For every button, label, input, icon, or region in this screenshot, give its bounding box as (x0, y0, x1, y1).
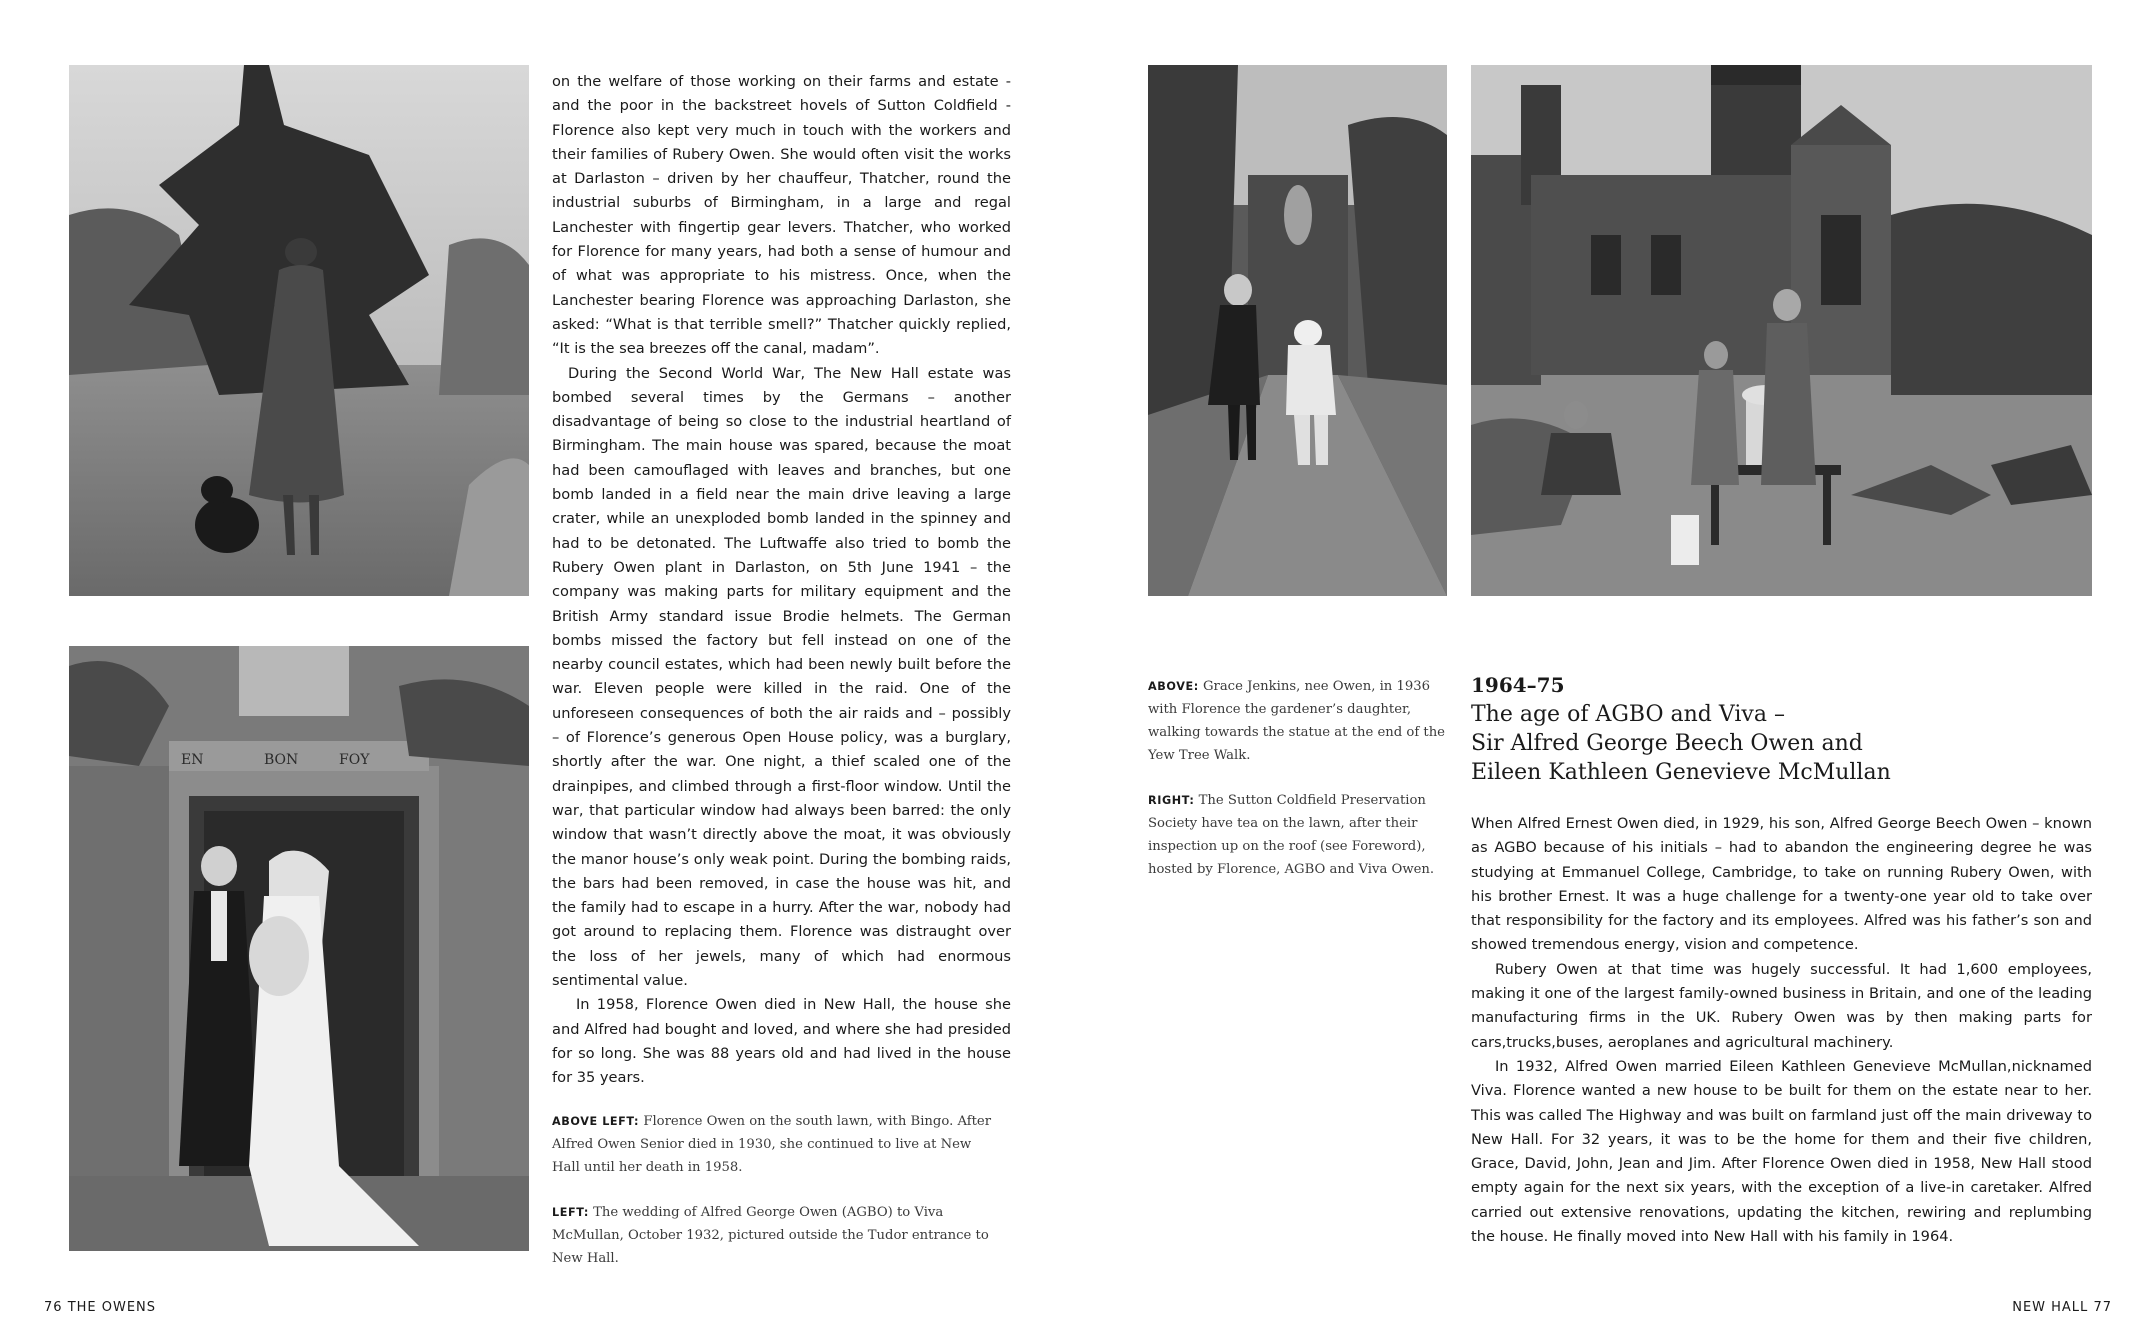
svg-text:BON: BON (264, 752, 299, 768)
right-body-text (1471, 812, 2092, 1249)
caption-label: ABOVE: (1148, 680, 1199, 693)
photo-children-yew-tree-walk (1148, 65, 1447, 596)
section-heading (1471, 670, 2091, 787)
caption-above (1148, 675, 1448, 767)
caption-text: Florence Owen on the south lawn, with Bingo. After Alfred Owen Senior died in 1930, she continued to live at New Hall until her death in 1958. (552, 1114, 992, 1175)
caption-text: Grace Jenkins, nee Owen, in 1936 with Florence the gardener’s daughter, walking towards the statue at the end of the Yew Tree Walk. (1148, 679, 1445, 763)
running-head: THE OWENS (67, 1300, 157, 1315)
page-number: 77 (2093, 1300, 2112, 1315)
caption-left (552, 1201, 992, 1270)
caption-text: The wedding of Alfred George Owen (AGBO) to Viva McMullan, October 1932, pictured outside the Tudor entrance to New Hall. (552, 1205, 989, 1266)
caption-label: RIGHT: (1148, 794, 1195, 807)
caption-above-left (552, 1110, 992, 1179)
photo-tea-on-the-lawn (1471, 65, 2092, 596)
right-paragraph: Rubery Owen at that time was hugely successful. It had 1,600 employees, making it one of the largest family-owned business in Britain, and one of the leading manufacturing firms in the UK. Rubery Owen was by then making parts for cars,trucks,buses, aeroplanes and agricultural machinery. (1471, 960, 2092, 1051)
left-paragraph: on the welfare of those working on their farms and estate - and the poor in the backstreet hovels of Sutton Coldfield - Florence also kept very much in touch with the workers and their families of Rubery Owen. She would often visit the works at Darlaston – driven by her chauffeur, Thatcher, round the industrial suburbs of Birmingham, in a large and regal Lanchester with fingertip gear levers. Thatcher, who worked for Florence for many years, had both a sense of humour and of what was appropriate to his mistress. Once, when the Lanchester bearing Florence was approaching Darlaston, she asked: “What is that terrible smell?” Thatcher quickly replied, “It is the sea breezes off the canal, madam”. (552, 73, 1011, 358)
svg-text:EN: EN (181, 752, 204, 768)
section-title-line: Eileen Kathleen Genevieve McMullan (1471, 760, 1891, 785)
caption-label: LEFT: (552, 1206, 589, 1219)
running-head: NEW HALL (2012, 1300, 2089, 1315)
left-paragraph: In 1958, Florence Owen died in New Hall, the house she and Alfred had bought and loved, and where she had presided for so long. She was 88 years old and had lived in the house for 35 years. (552, 996, 1011, 1087)
folio-left (44, 1300, 156, 1315)
section-title-line: The age of AGBO and Viva – (1471, 702, 1785, 727)
right-paragraph: When Alfred Ernest Owen died, in 1929, his son, Alfred George Beech Owen – known as AGBO because of his initials – had to abandon the engineering degree he was studying at Emmanuel College, Cambridge, to take on running Rubery Owen, with his brother Ernest. It was a huge challenge for a twenty-one year old to take over that responsibility for the factory and its employees. Alfred was his father’s son and showed tremendous energy, vision and competence. (1471, 815, 2092, 954)
folio-right (2012, 1300, 2112, 1315)
caption-text: The Sutton Coldfield Preservation Society have tea on the lawn, after their inspection up on the roof (see Foreword), hosted by Florence, AGBO and Viva Owen. (1148, 793, 1435, 877)
photo-wedding-tudor-entrance (69, 646, 529, 1251)
caption-right (1148, 789, 1448, 881)
left-captions (552, 1110, 992, 1292)
right-captions (1148, 675, 1448, 903)
photo-florence-with-dog (69, 65, 529, 596)
left-paragraph: During the Second World War, The New Hall estate was bombed several times by the Germans – another disadvantage of being so close to the industrial heartland of Birmingham. The main house was spared, because the moat had been camouflaged with leaves and branches, but one bomb landed in a field near the main drive leaving a large crater, while an unexploded bomb landed in the spinney and had to be detonated. The Luftwaffe also tried to bomb the Rubery Owen plant in Darlaston, on 5th June 1941 – the company was making parts for military equipment and the British Army standard issue Brodie helmets. The German bombs missed the factory but fell instead on one of the nearby council estates, which had been newly built before the war. Eleven people were killed in the raid. One of the unforeseen consequences of both the air raids and – possibly – of Florence’s generous Open House policy, was a burglary, shortly after the war. One night, a thief scaled one of the drainpipes, and climbed through a first-floor window. Until the war, that particular window had always been barred: the only window that wasn’t directly above the moat, it was obviously the manor house’s only weak point. During the bombing raids, the bars had been removed, in case the house was hit, and the family had to escape in a hurry. After the war, nobody had got around to replacing them. Florence was distraught over the loss of her jewels, many of which had enormous sentimental value. (552, 364, 1011, 989)
page-number: 76 (44, 1300, 63, 1315)
section-title-line: Sir Alfred George Beech Owen and (1471, 731, 1863, 756)
left-body-text (552, 70, 1011, 1090)
right-paragraph: In 1932, Alfred Owen married Eileen Kathleen Genevieve McMullan,nicknamed Viva. Florence wanted a new house to be built for them on the estate near to her. This was called The Highway and was built on farmland just off the main driveway to New Hall. For 32 years, it was to be the home for them and their five children, Grace, David, John, Jean and Jim. After Florence Owen died in 1958, New Hall stood empty again for the next six years, with the exception of a live-in caretaker. Alfred carried out extensive renovations, updating the kitchen, rewiring and replumbing the house. He finally moved into New Hall with his family in 1964. (1471, 1057, 2092, 1246)
section-years: 1964–75 (1471, 673, 1565, 697)
svg-text:FOY: FOY (339, 752, 370, 768)
caption-label: ABOVE LEFT: (552, 1115, 640, 1128)
